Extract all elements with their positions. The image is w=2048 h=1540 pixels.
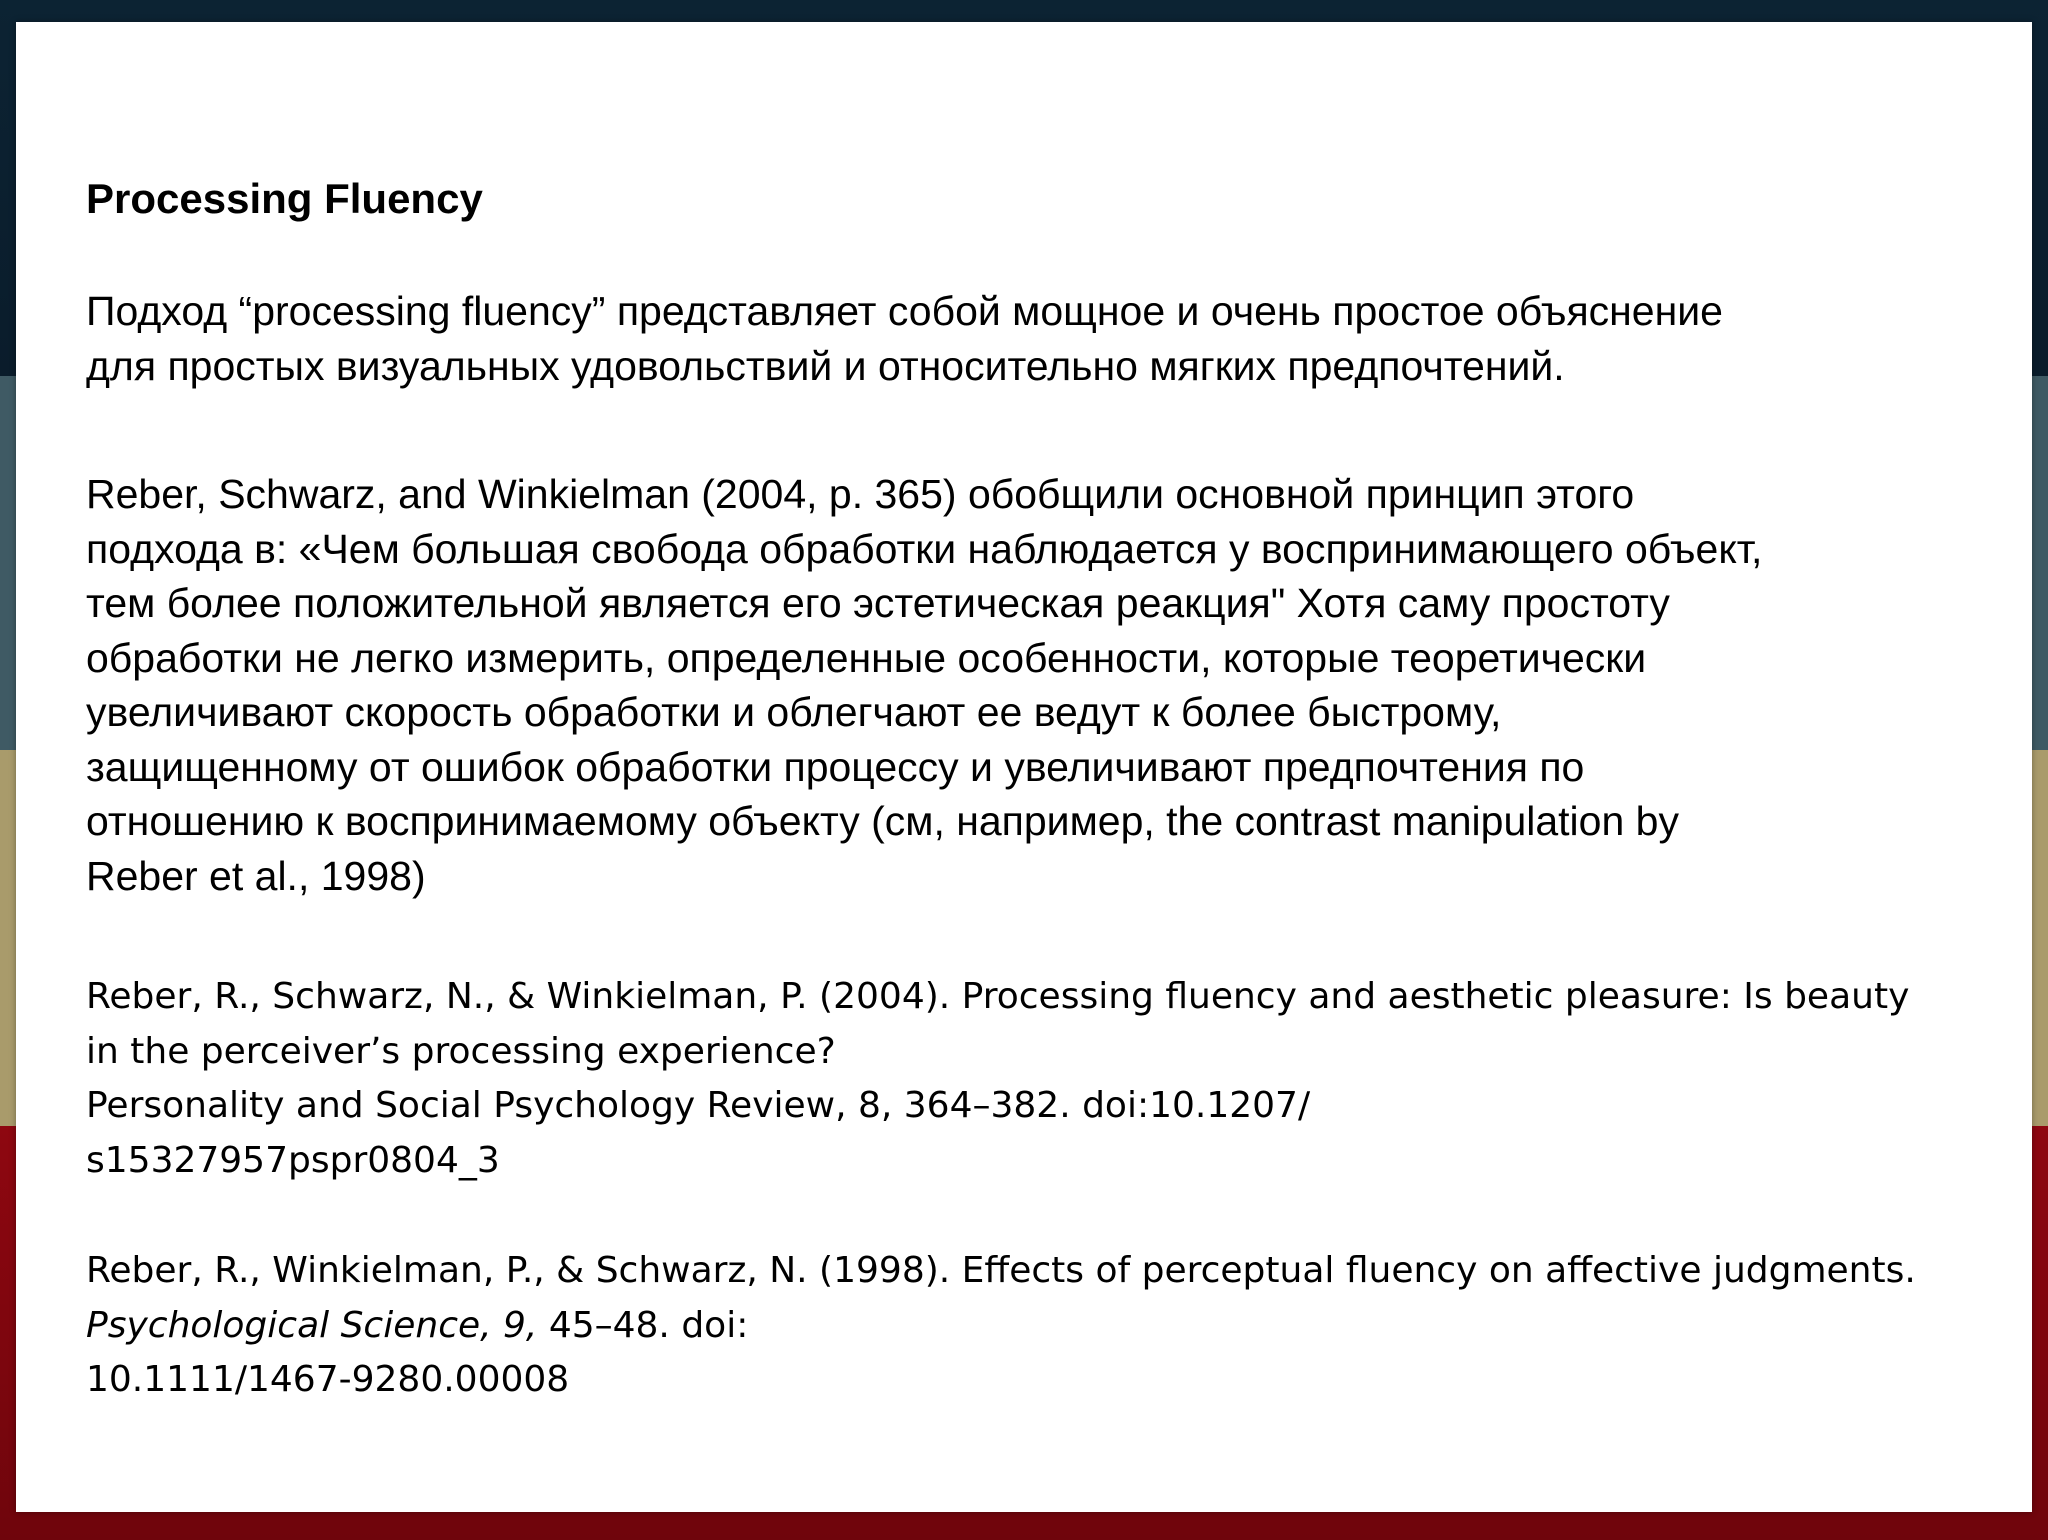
summary-paragraph-line: Reber et al., 1998) <box>86 852 426 899</box>
summary-paragraph-line: подхода в: «Чем большая свобода обработки наблюдается у воспринимающего объект, <box>86 525 1763 572</box>
summary-paragraph-line: тем более положительной является его эстетическая реакция" Хотя саму простоту <box>86 580 1670 626</box>
reference-2004 <box>86 970 1986 1188</box>
summary-paragraph-line: обработки не легко измерить, определенные особенности, которые теоретически <box>86 634 1647 681</box>
reference-1998 <box>86 1244 1986 1408</box>
summary-paragraph-line: увеличивают скорость обработки и облегчают ее ведут к более быстрому, <box>86 689 1502 735</box>
reference-journal: Psychological Science, 9, <box>86 1304 538 1346</box>
slide-title: Processing Fluency <box>86 175 483 222</box>
slide-canvas <box>16 22 2032 1512</box>
reference-line: s15327957pspr0804_3 <box>86 1139 500 1181</box>
reference-line: Reber, R., Winkielman, P., & Schwarz, N. (1998). Effects of perceptual fluency on affective judgments. <box>86 1250 1916 1291</box>
reference-doi: 10.1111/1467-9280.00008 <box>86 1359 570 1400</box>
summary-paragraph-line: защищенному от ошибок обработки процессу и увеличивают предпочтения по <box>86 743 1585 790</box>
intro-paragraph-line: Подход “processing fluency” представляет собой мощное и очень простое объяснение <box>86 288 1723 334</box>
reference-journal-line <box>86 1299 1986 1354</box>
reference-line: Personality and Social Psychology Review, 8, 364–382. doi:10.1207/ <box>86 1085 1311 1126</box>
intro-paragraph-line: для простых визуальных удовольствий и относительно мягких предпочтений. <box>86 342 1565 389</box>
summary-paragraph <box>86 467 1986 903</box>
reference-line: Reber, R., Schwarz, N., & Winkielman, P. (2004). Processing fluency and aesthetic pleasure: Is beauty <box>86 976 1910 1017</box>
summary-paragraph-line: Reber, Schwarz, and Winkielman (2004, p. 365) обобщили основной принцип этого <box>86 471 1635 517</box>
intro-paragraph <box>86 284 1986 393</box>
reference-pages: 45–48. doi: <box>537 1304 749 1346</box>
summary-paragraph-line: отношению к воспринимаемому объекту (см, например, the contrast manipulation by <box>86 798 1679 844</box>
reference-line: in the perceiver’s processing experience? <box>86 1030 836 1072</box>
